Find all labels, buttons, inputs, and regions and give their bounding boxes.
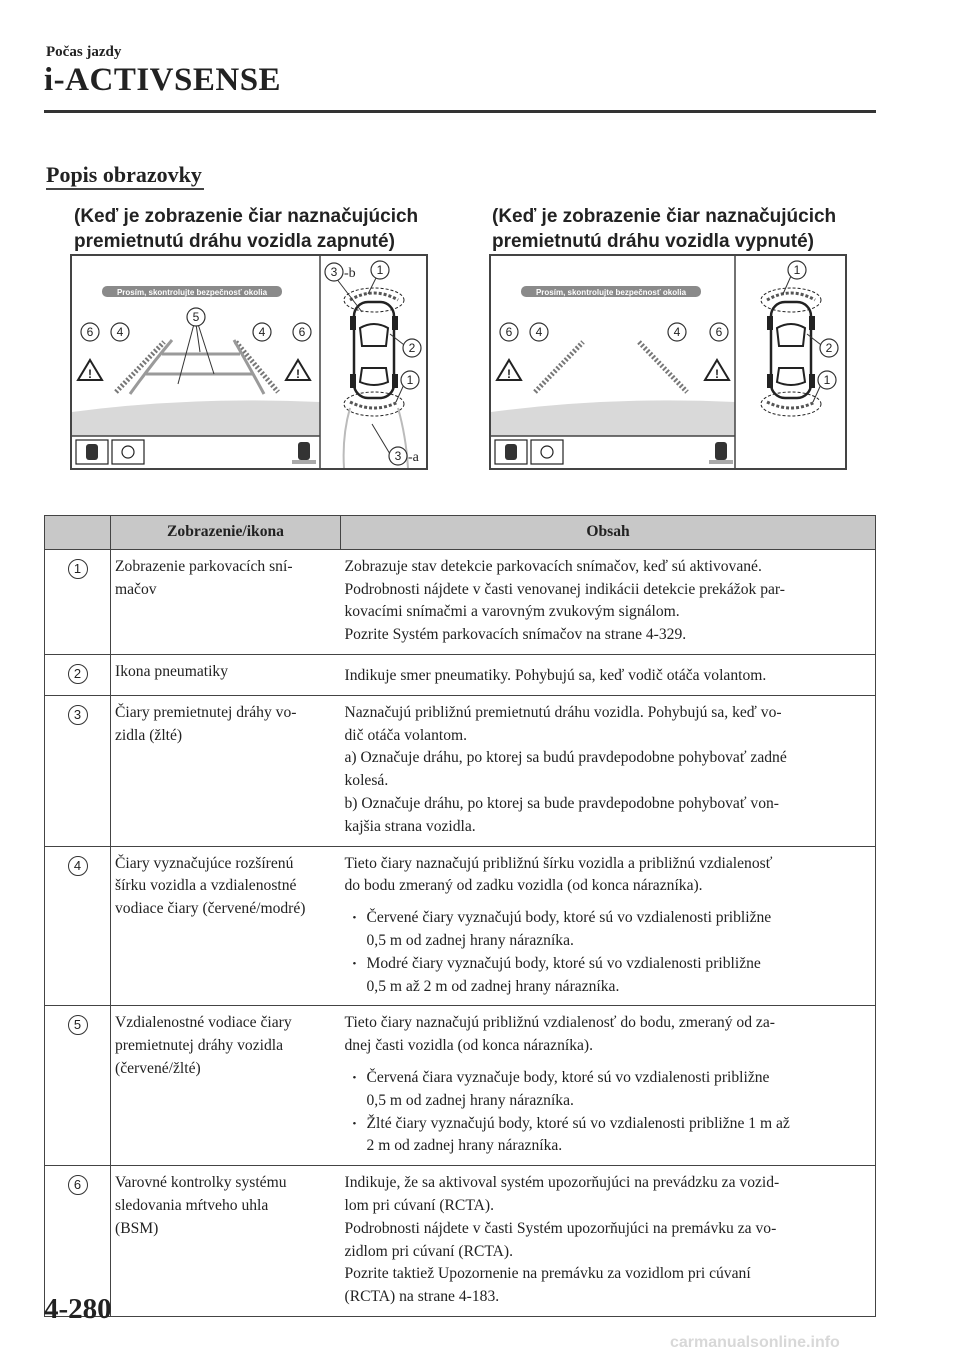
row-name: Varovné kontrolky systému sledovania mŕtveho uhla (BSM) [111, 1166, 341, 1317]
row-number: 2 [68, 664, 88, 684]
subsection-title: Popis obrazovky [46, 162, 202, 187]
desc-line: do bodu zmeraný od zadku vozidla (od konca nárazníka). [344, 877, 703, 895]
figure-caption-left [74, 204, 464, 254]
desc-line: dič otáča volantom. [344, 726, 468, 744]
header-num [45, 516, 111, 550]
callout-label: 1 [793, 263, 801, 277]
row-number: 5 [68, 1015, 88, 1035]
desc-line: Indikuje, že sa aktivoval systém upozorňujúci na prevádzku za vozid- [344, 1174, 780, 1192]
top-view-car [761, 288, 821, 416]
bullet-item: • Červené čiary vyznačujú body, ktoré sú vo vzdialenosti približne 0,5 m od zadnej hrany nárazníka. [345, 907, 870, 953]
desc-line: Pozrite taktiež Upozornenie na premávku za vozidlom pri cúvaní [344, 1265, 751, 1283]
row-name: Čiary premietnutej dráhy vo- zidla (žlté) [111, 695, 341, 846]
desc-line: b) Označuje dráhu, po ktorej sa bude pravdepodobne pohybovať von- [344, 794, 779, 812]
desc-line: kajšia strana vozidla. [344, 817, 476, 835]
row-name: Vzdialenostné vodiace čiary premietnutej dráhy vozidla (červené/žlté) [111, 1006, 341, 1166]
callout-label: 6 [298, 325, 306, 339]
callout-label: 4 [258, 325, 266, 339]
camera-screen-guidelines-off [489, 254, 847, 470]
desc-line: lom pri cúvaní (RCTA). [344, 1196, 494, 1214]
desc-line: Zobrazuje stav detekcie parkovacích snímačov, keď sú aktivované. [344, 557, 762, 575]
desc-line: Indikuje smer pneumatiky. Pohybujú sa, keď vodič otáča volantom. [344, 666, 767, 684]
bsm-warning-icon [78, 360, 310, 380]
callout-label: 1 [823, 373, 831, 387]
desc-line: Tieto čiary naznačujú približnú šírku vozidla a približnú vzdialenosť [344, 854, 773, 872]
extended-width-lines [535, 342, 687, 392]
callout-label: 4 [673, 325, 681, 339]
page-number: 4-280 [44, 1293, 112, 1325]
svg-text:!: ! [88, 367, 92, 381]
bullet-item: • Žlté čiary vyznačujú body, ktoré sú vo vzdialenosti približne 1 m až 2 m od zadnej hrany nárazníka. [345, 1113, 870, 1159]
callout-label: 6 [505, 325, 513, 339]
parking-sensor-icon [298, 442, 310, 460]
header-rule [44, 110, 876, 113]
table-row [45, 695, 876, 846]
caption-line: premietnutú dráhu vozidla zapnuté) [74, 231, 395, 252]
bumper-area [491, 400, 735, 436]
table-row [45, 1006, 876, 1166]
desc-line: Podrobnosti nájdete v časti Systém upozorňujúci na premávku za vo- [344, 1219, 777, 1237]
extended-width-lines [116, 342, 278, 392]
table-row [45, 1166, 876, 1317]
desc-line: Podrobnosti nájdete v časti venovanej indikácii detekcie prekážok par- [344, 580, 785, 598]
callout-label: 6 [715, 325, 723, 339]
row-number: 3 [68, 705, 88, 725]
row-desc [341, 695, 876, 846]
banner-text: Prosím, skontrolujte bezpečnosť okolia [116, 288, 268, 297]
camera-screen-guidelines-on [70, 254, 428, 470]
figure-caption-right [492, 204, 882, 254]
caption-line: (Keď je zobrazenie čiar naznačujúcich [74, 206, 419, 227]
table-header-row [45, 516, 876, 550]
desc-line: kolesá. [344, 772, 389, 790]
row-desc [341, 1006, 876, 1166]
callout-label: 2 [825, 341, 833, 355]
caption-line: (Keď je zobrazenie čiar naznačujúcich [492, 206, 837, 227]
callout-label: 3 [394, 449, 402, 463]
desc-line: Tieto čiary naznačujú približnú vzdialenosť do bodu, zmeraný od za- [344, 1014, 775, 1032]
row-desc [341, 1166, 876, 1317]
section-label: Počas jazdy [46, 44, 122, 60]
desc-line: Pozrite Systém parkovacích snímačov na strane 4-329. [344, 626, 687, 644]
parking-sensor-icon [715, 442, 727, 460]
callout-label: 5 [192, 310, 200, 324]
callout-label: 4 [535, 325, 543, 339]
table-row [45, 654, 876, 695]
table-row [45, 549, 876, 654]
row-desc [341, 549, 876, 654]
desc-line: Naznačujú približnú premietnutú dráhu vozidla. Pohybujú sa, keď vo- [344, 703, 782, 721]
row-name: Čiary vyznačujúce rozšírenú šírku vozidla a vzdialenostné vodiace čiary (červené/modré) [111, 846, 341, 1006]
caption-line: premietnutú dráhu vozidla vypnuté) [492, 231, 814, 252]
desc-line: kovacími snímačmi a varovným zvukovým signálom. [344, 603, 680, 621]
callout-suffix: -b [344, 266, 356, 281]
bullet-item: • Červená čiara vyznačuje body, ktoré sú vo vzdialenosti približne 0,5 m od zadnej hrany nárazníka. [345, 1067, 870, 1113]
bsm-warning-icon [497, 360, 729, 380]
callout-label: 1 [406, 373, 414, 387]
desc-line: zidlom pri cúvaní (RCTA). [344, 1242, 514, 1260]
row-desc [341, 654, 876, 695]
desc-line: (RCTA) na strane 4-183. [344, 1288, 500, 1306]
row-number: 1 [68, 559, 88, 579]
subsection-underline [46, 188, 204, 190]
header-display: Zobrazenie/ikona [111, 516, 341, 550]
bumper-area [72, 400, 320, 436]
row-desc [341, 846, 876, 1006]
row-name: Zobrazenie parkovacích sní- mačov [111, 549, 341, 654]
top-view-car [344, 288, 408, 468]
header-content: Obsah [341, 516, 876, 550]
chapter-title: i-ACTIVSENSE [44, 62, 282, 98]
screen-description-table [44, 515, 876, 1317]
watermark: carmanualsonline.info [670, 1334, 840, 1351]
callout-label: 2 [408, 341, 416, 355]
svg-text:!: ! [715, 367, 719, 381]
row-number: 6 [68, 1175, 88, 1195]
table-row [45, 846, 876, 1006]
svg-text:!: ! [507, 367, 511, 381]
callout-label: 1 [376, 263, 384, 277]
bullet-item: • Modré čiary vyznačujú body, ktoré sú vo vzdialenosti približne 0,5 m až 2 m od zadnej hrany nárazníka. [345, 953, 870, 999]
callout-label: 4 [116, 325, 124, 339]
svg-text:!: ! [296, 367, 300, 381]
row-number: 4 [68, 856, 88, 876]
desc-line: dnej časti vozidla (od konca nárazníka). [344, 1037, 594, 1055]
callout-suffix: -a [408, 450, 419, 465]
callout-label: 3 [330, 265, 338, 279]
callout-label: 6 [86, 325, 94, 339]
desc-line: a) Označuje dráhu, po ktorej sa budú pravdepodobne pohybovať zadné [344, 749, 787, 767]
row-name: Ikona pneumatiky [111, 654, 341, 695]
settings-icon [531, 440, 563, 464]
banner-text: Prosím, skontrolujte bezpečnosť okolia [535, 288, 687, 297]
